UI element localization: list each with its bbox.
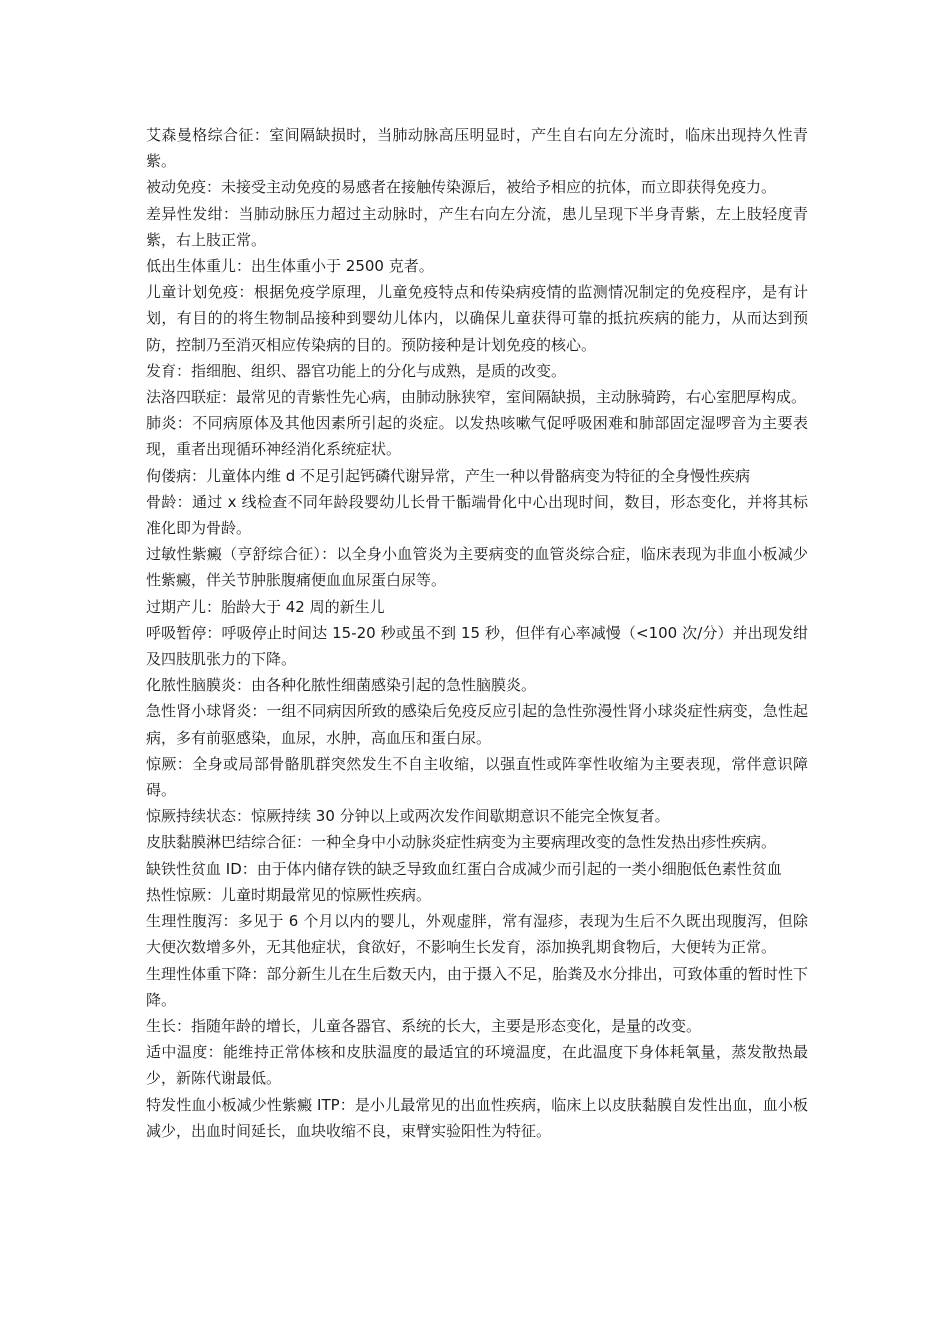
glossary-entry: 儿童计划免疫：根据免疫学原理，儿童免疫特点和传染病疫情的监测情况制定的免疫程序，是有计划，有目的的将生物制品接种到婴幼儿体内，以确保儿童获得可靠的抵抗疾病的能力，从而达到预防，控制乃至消灭相应传染病的目的。预防接种是计划免疫的核心。 (146, 283, 808, 354)
glossary-entry: 过敏性紫癜（亨舒综合征）：以全身小血管炎为主要病变的血管炎综合症，临床表现为非血小板减少性紫癜，伴关节肿胀腹痛便血血尿蛋白尿等。 (146, 545, 808, 590)
glossary-entry: 过期产儿：胎龄大于 42 周的新生儿 (146, 597, 385, 616)
glossary-entry: 骨龄：通过 x 线检查不同年龄段婴幼儿长骨干骺端骨化中心出现时间，数目，形态变化，并将其标准化即为骨龄。 (146, 492, 808, 538)
glossary-entry: 佝偻病：儿童体内维 d 不足引起钙磷代谢异常，产生一种以骨骼病变为特征的全身慢性疾病 (146, 466, 751, 485)
glossary-entry: 缺铁性贫血 ID：由于体内储存铁的缺乏导致血红蛋白合成减少而引起的一类小细胞低色素性贫血 (146, 859, 782, 878)
glossary-entry: 特发性血小板减少性紫癜 ITP：是小儿最常见的出血性疾病，临床上以皮肤黏膜自发性出血，血小板减少，出血时间延长，血块收缩不良，束臂实验阳性为特征。 (146, 1095, 808, 1140)
glossary-entry: 适中温度：能维持正常体核和皮肤温度的最适宜的环境温度，在此温度下身体耗氧量，蒸发散热最少，新陈代谢最低。 (146, 1043, 808, 1088)
glossary-entry: 发育：指细胞、组织、器官功能上的分化与成熟，是质的改变。 (146, 361, 567, 380)
glossary-entry: 惊厥：全身或局部骨骼肌群突然发生不自主收缩，以强直性或阵挛性收缩为主要表现，常伴意识障碍。 (146, 754, 808, 800)
glossary-entry: 法洛四联症：最常见的青紫性先心病，由肺动脉狭窄，室间隔缺损，主动脉骑跨，右心室肥厚构成。 (146, 388, 807, 407)
glossary-entry: 艾森曼格综合征：室间隔缺损时，当肺动脉高压明显时，产生自右向左分流时，临床出现持久性青紫。 (146, 126, 808, 171)
glossary-entry: 生理性腹泻：多见于 6 个月以内的婴儿，外观虚胖，常有湿疹，表现为生后不久既出现腹泻，但除大便次数增多外，无其他症状，食欲好，不影响生长发育，添加换乳期食物后，大便转为正常。 (146, 912, 808, 957)
glossary-entry: 呼吸暂停：呼吸停止时间达 15-20 秒或虽不到 15 秒，但伴有心率减慢（<100 次/分）并出现发绀及四肢肌张力的下降。 (146, 623, 808, 669)
glossary-entry: 皮肤黏膜淋巴结综合征：一种全身中小动脉炎症性病变为主要病理改变的急性发热出疹性疾病。 (146, 833, 777, 852)
glossary-entry: 生理性体重下降：部分新生儿在生后数天内，由于摄入不足，胎粪及水分排出，可致体重的暂时性下降。 (146, 964, 808, 1009)
glossary-entry: 急性肾小球肾炎：一组不同病因所致的感染后免疫反应引起的急性弥漫性肾小球炎症性病变，急性起病，多有前驱感染，血尿，水肿，高血压和蛋白尿。 (146, 702, 808, 747)
glossary-entry: 被动免疫：未接受主动免疫的易感者在接触传染源后，被给予相应的抗体，而立即获得免疫力。 (146, 178, 777, 197)
glossary-entry: 热性惊厥：儿童时期最常见的惊厥性疾病。 (146, 885, 432, 904)
glossary-entry: 差异性发绀：当肺动脉压力超过主动脉时，产生右向左分流，患儿呈现下半身青紫，左上肢轻度青紫，右上肢正常。 (146, 204, 808, 249)
document-body (146, 122, 808, 1144)
glossary-entry: 低出生体重儿：出生体重小于 2500 克者。 (146, 257, 434, 276)
glossary-entry: 生长：指随年龄的增长，儿童各器官、系统的长大，主要是形态变化，是量的改变。 (146, 1016, 702, 1035)
glossary-entry: 化脓性脑膜炎：由各种化脓性细菌感染引起的急性脑膜炎。 (146, 676, 537, 695)
glossary-entry: 肺炎：不同病原体及其他因素所引起的炎症。以发热咳嗽气促呼吸困难和肺部固定湿啰音为主要表现，重者出现循环神经消化系统症状。 (146, 414, 808, 459)
glossary-entry: 惊厥持续状态：惊厥持续 30 分钟以上或两次发作间歇期意识不能完全恢复者。 (146, 807, 670, 826)
